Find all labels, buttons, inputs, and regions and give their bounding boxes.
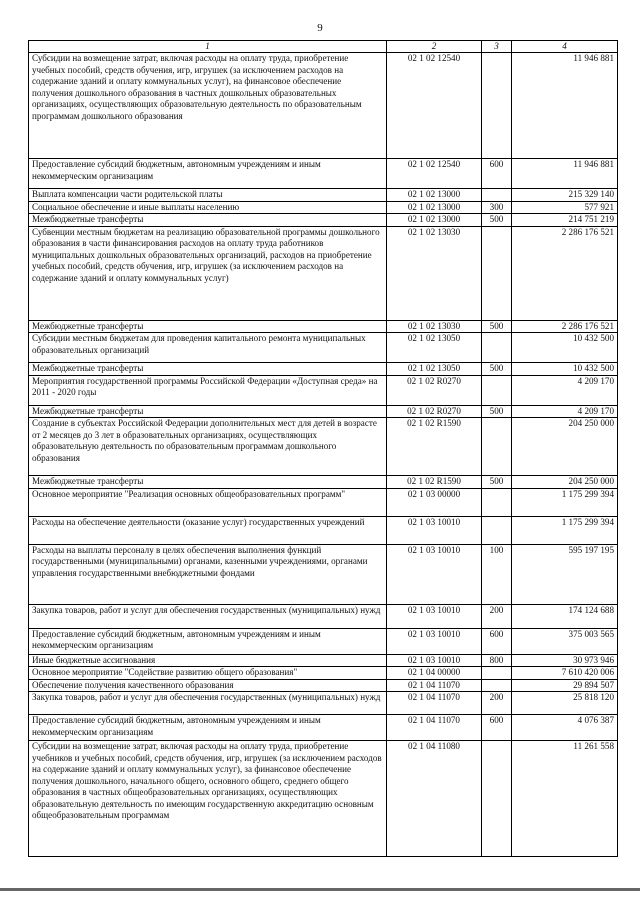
table-row	[29, 320, 618, 333]
row-name: Расходы на выплаты персоналу в целях обеспечения выполнения функций государственными (муниципальными) органами, казенными учреждениями, органами управления государственными внебюджетными фондами	[29, 544, 387, 604]
row-code: 02 1 02 R0270	[387, 405, 482, 418]
row-expense-type: 200	[482, 604, 512, 628]
table-row	[29, 363, 618, 376]
table-row	[29, 418, 618, 476]
row-expense-type	[482, 53, 512, 159]
row-expense-type: 600	[482, 715, 512, 741]
table-row	[29, 692, 618, 715]
row-expense-type	[482, 516, 512, 544]
row-name: Субсидии местным бюджетам для проведения капитального ремонта муниципальных образовательных организаций	[29, 333, 387, 363]
row-expense-type: 200	[482, 692, 512, 715]
row-amount: 375 003 565	[512, 628, 618, 654]
page-number: 9	[317, 22, 323, 34]
row-expense-type	[482, 667, 512, 680]
table-header-row	[29, 41, 618, 53]
row-expense-type	[482, 741, 512, 857]
row-code: 02 1 02 13050	[387, 333, 482, 363]
table-row	[29, 226, 618, 320]
row-amount: 25 818 120	[512, 692, 618, 715]
row-name: Закупка товаров, работ и услуг для обеспечения государственных (муниципальных) нужд	[29, 692, 387, 715]
row-expense-type	[482, 375, 512, 405]
table-row	[29, 741, 618, 857]
table-row	[29, 189, 618, 202]
row-code: 02 1 04 11070	[387, 679, 482, 692]
table-row	[29, 715, 618, 741]
header-col-1: 1	[29, 41, 387, 53]
table-row	[29, 544, 618, 604]
table-row	[29, 159, 618, 189]
row-expense-type: 300	[482, 201, 512, 214]
row-expense-type: 100	[482, 544, 512, 604]
row-code: 02 1 04 11070	[387, 692, 482, 715]
row-code: 02 1 03 10010	[387, 604, 482, 628]
row-code: 02 1 02 13030	[387, 320, 482, 333]
row-name: Расходы на обеспечение деятельности (оказание услуг) государственных учреждений	[29, 516, 387, 544]
row-amount: 174 124 688	[512, 604, 618, 628]
header-col-4: 4	[512, 41, 618, 53]
row-code: 02 1 02 R0270	[387, 375, 482, 405]
row-name: Субсидии на возмещение затрат, включая расходы на оплату труда, приобретение учебников и учебных пособий, средств обучения, игр, игрушек (за исключением расходов на содержание зданий и оплату коммунальных услуг), за финансовое обеспечение получения дошкольного, начального общего, основного общего, среднего общего образования в частных общеобразовательных организациях, осуществляющих образовательную деятельность по имеющим государственную аккредитацию основным общеобразовательным программам	[29, 741, 387, 857]
row-amount: 4 209 170	[512, 405, 618, 418]
row-code: 02 1 03 10010	[387, 654, 482, 667]
row-amount: 577 921	[512, 201, 618, 214]
row-amount: 11 946 881	[512, 53, 618, 159]
table-row	[29, 604, 618, 628]
row-code: 02 1 02 13000	[387, 201, 482, 214]
row-name: Межбюджетные трансферты	[29, 214, 387, 227]
row-amount: 204 250 000	[512, 476, 618, 489]
row-name: Межбюджетные трансферты	[29, 405, 387, 418]
row-amount: 7 610 420 006	[512, 667, 618, 680]
row-amount: 214 751 219	[512, 214, 618, 227]
table-row	[29, 333, 618, 363]
table-row	[29, 667, 618, 680]
row-code: 02 1 02 12540	[387, 53, 482, 159]
row-expense-type	[482, 189, 512, 202]
row-expense-type: 500	[482, 476, 512, 489]
row-name: Выплата компенсации части родительской платы	[29, 189, 387, 202]
table-row	[29, 476, 618, 489]
row-code: 02 1 02 R1590	[387, 418, 482, 476]
table-row	[29, 628, 618, 654]
row-expense-type: 500	[482, 405, 512, 418]
row-amount: 10 432 500	[512, 363, 618, 376]
row-expense-type	[482, 226, 512, 320]
row-expense-type	[482, 679, 512, 692]
table-row	[29, 375, 618, 405]
table-row	[29, 516, 618, 544]
row-code: 02 1 02 13030	[387, 226, 482, 320]
row-name: Предоставление субсидий бюджетным, автономным учреждениям и иным некоммерческим организациям	[29, 159, 387, 189]
row-expense-type	[482, 333, 512, 363]
row-amount: 10 432 500	[512, 333, 618, 363]
header-col-2: 2	[387, 41, 482, 53]
table-row	[29, 405, 618, 418]
row-code: 02 1 02 13050	[387, 363, 482, 376]
row-name: Предоставление субсидий бюджетным, автономным учреждениям и иным некоммерческим организациям	[29, 715, 387, 741]
row-name: Субсидии на возмещение затрат, включая расходы на оплату труда, приобретение учебных пособий, средств обучения, игр, игрушек (за исключением расходов на содержание зданий и оплату коммунальных услуг), на финансовое обеспечение получения дошкольного образования в частных дошкольных образовательных организациях, осуществляющих образовательную деятельность по образовательным программам дошкольного образования	[29, 53, 387, 159]
row-name: Закупка товаров, работ и услуг для обеспечения государственных (муниципальных) нужд	[29, 604, 387, 628]
row-code: 02 1 03 10010	[387, 516, 482, 544]
row-expense-type: 600	[482, 159, 512, 189]
row-amount: 215 329 140	[512, 189, 618, 202]
row-code: 02 1 03 00000	[387, 488, 482, 516]
row-amount: 1 175 299 394	[512, 516, 618, 544]
row-name: Предоставление субсидий бюджетным, автономным учреждениям и иным некоммерческим организациям	[29, 628, 387, 654]
table-row	[29, 654, 618, 667]
header-col-3: 3	[482, 41, 512, 53]
row-expense-type: 500	[482, 320, 512, 333]
row-expense-type: 800	[482, 654, 512, 667]
row-name: Межбюджетные трансферты	[29, 320, 387, 333]
row-amount: 1 175 299 394	[512, 488, 618, 516]
row-name: Обеспечение получения качественного образования	[29, 679, 387, 692]
row-code: 02 1 04 11070	[387, 715, 482, 741]
page-bottom-edge	[0, 888, 640, 891]
row-name: Межбюджетные трансферты	[29, 476, 387, 489]
row-code: 02 1 02 13000	[387, 189, 482, 202]
budget-table	[28, 40, 618, 857]
row-expense-type: 600	[482, 628, 512, 654]
row-code: 02 1 03 10010	[387, 544, 482, 604]
row-amount: 4 076 387	[512, 715, 618, 741]
row-name: Социальное обеспечение и иные выплаты населению	[29, 201, 387, 214]
row-name: Мероприятия государственной программы Российской Федерации «Доступная среда» на 2011 - 2020 годы	[29, 375, 387, 405]
row-amount: 11 261 558	[512, 741, 618, 857]
row-amount: 29 894 507	[512, 679, 618, 692]
row-name: Основное мероприятие "Содействие развитию общего образования"	[29, 667, 387, 680]
table-row	[29, 214, 618, 227]
row-code: 02 1 03 10010	[387, 628, 482, 654]
row-expense-type	[482, 488, 512, 516]
row-amount: 11 946 881	[512, 159, 618, 189]
row-expense-type	[482, 418, 512, 476]
row-name: Основное мероприятие "Реализация основных общеобразовательных программ"	[29, 488, 387, 516]
row-code: 02 1 04 00000	[387, 667, 482, 680]
row-code: 02 1 02 R1590	[387, 476, 482, 489]
row-name: Создание в субъектах Российской Федерации дополнительных мест для детей в возрасте от 2 месяцев до 3 лет в образовательных организациях, осуществляющих образовательную деятельность по образовательным программам дошкольного образования	[29, 418, 387, 476]
table-row	[29, 201, 618, 214]
row-amount: 2 286 176 521	[512, 320, 618, 333]
row-name: Межбюджетные трансферты	[29, 363, 387, 376]
row-amount: 4 209 170	[512, 375, 618, 405]
row-amount: 30 973 946	[512, 654, 618, 667]
row-code: 02 1 02 13000	[387, 214, 482, 227]
row-expense-type: 500	[482, 363, 512, 376]
row-code: 02 1 02 12540	[387, 159, 482, 189]
row-amount: 2 286 176 521	[512, 226, 618, 320]
row-name: Иные бюджетные ассигнования	[29, 654, 387, 667]
row-amount: 595 197 195	[512, 544, 618, 604]
row-name: Субвенции местным бюджетам на реализацию образовательной программы дошкольного образования в части финансирования расходов на оплату труда работников муниципальных дошкольных образовательных организаций, расходов на приобретение учебных пособий, средств обучения, игр, игрушек (за исключением расходов на содержание зданий и оплату коммунальных услуг)	[29, 226, 387, 320]
table-row	[29, 488, 618, 516]
row-amount: 204 250 000	[512, 418, 618, 476]
row-expense-type: 500	[482, 214, 512, 227]
row-code: 02 1 04 11080	[387, 741, 482, 857]
table-row	[29, 679, 618, 692]
table-row	[29, 53, 618, 159]
